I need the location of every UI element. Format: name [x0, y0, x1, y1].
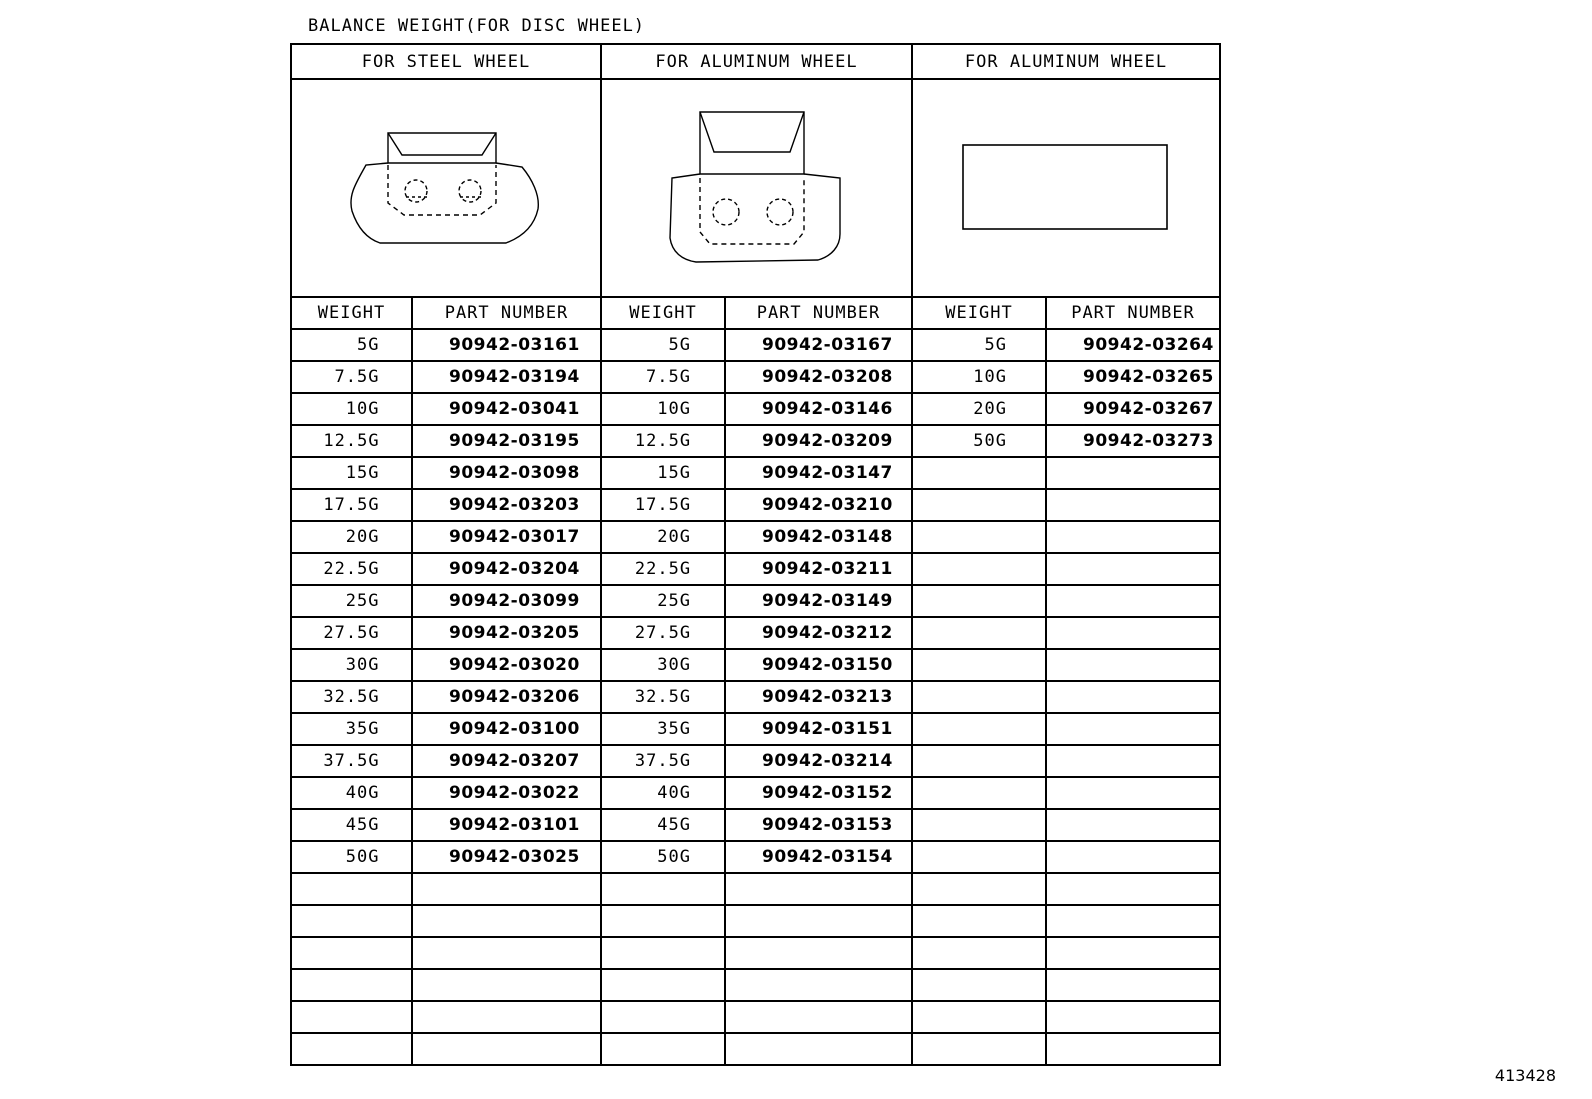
aluminum-part-number-cell: 90942-03208: [725, 361, 912, 393]
table-row: [291, 745, 1220, 777]
weight-value: 20G: [345, 527, 380, 547]
adhesive-part-number-cell: [1046, 617, 1220, 649]
steel-part-number-cell: [412, 1033, 601, 1065]
steel-part-number-cell: 90942-03203: [412, 489, 601, 521]
adhesive-weight-col-header: WEIGHT: [912, 297, 1046, 329]
weight-value: 40G: [345, 783, 380, 803]
table-row: [291, 713, 1220, 745]
page-title: BALANCE WEIGHT(FOR DISC WHEEL): [308, 16, 646, 36]
steel-part-number-cell: 90942-03020: [412, 649, 601, 681]
weight-value: 30G: [345, 655, 380, 675]
aluminum-part-number-cell: 90942-03153: [725, 809, 912, 841]
weight-value: 35G: [657, 719, 691, 739]
adhesive-part-number-cell: [1046, 585, 1220, 617]
aluminum-weight-cell: [601, 841, 725, 873]
table-row: [291, 777, 1220, 809]
adhesive-weight-cell: [912, 841, 1046, 873]
steel-part-number-cell: 90942-03017: [412, 521, 601, 553]
aluminum-weight-cell: [601, 553, 725, 585]
table-row: [291, 585, 1220, 617]
steel-weight-cell: [291, 553, 412, 585]
aluminum-wheel-adhesive-header: FOR ALUMINUM WHEEL: [912, 44, 1220, 79]
aluminum-weight-cell: [601, 393, 725, 425]
steel-part-number-cell: 90942-03195: [412, 425, 601, 457]
steel-part-number-cell: 90942-03100: [412, 713, 601, 745]
aluminum-part-number-cell: 90942-03148: [725, 521, 912, 553]
table-row: [291, 905, 1220, 937]
adhesive-part-number-cell: [1046, 457, 1220, 489]
aluminum-weight-cell: [601, 809, 725, 841]
adhesive-part-number-cell: 90942-03264: [1046, 329, 1220, 361]
weight-value: 32.5G: [634, 687, 692, 707]
steel-part-number-cell: 90942-03207: [412, 745, 601, 777]
steel-weight-cell: [291, 585, 412, 617]
aluminum-weight-illustration: [601, 79, 912, 297]
adhesive-part-number-cell: [1046, 1001, 1220, 1033]
weight-value: 22.5G: [323, 559, 380, 579]
table-row: [291, 681, 1220, 713]
drawing-number: 413428: [1494, 1066, 1556, 1085]
weight-value: 32.5G: [323, 687, 380, 707]
aluminum-part-number-cell: [725, 873, 912, 905]
aluminum-part-number-cell: [725, 905, 912, 937]
adhesive-part-number-cell: [1046, 841, 1220, 873]
adhesive-part-number-cell: [1046, 489, 1220, 521]
adhesive-part-number-cell: [1046, 777, 1220, 809]
aluminum-part-number-cell: 90942-03154: [725, 841, 912, 873]
aluminum-weight-cell: [601, 937, 725, 969]
adhesive-part-number-cell: [1046, 745, 1220, 777]
clip-on-weight-steel-icon: [346, 123, 546, 253]
steel-weight-cell: [291, 713, 412, 745]
weight-value: 37.5G: [634, 751, 692, 771]
adhesive-weight-cell: [912, 1033, 1046, 1065]
aluminum-weight-cell: [601, 1033, 725, 1065]
steel-part-number-cell: 90942-03025: [412, 841, 601, 873]
adhesive-weight-cell: [912, 489, 1046, 521]
weight-value: 27.5G: [323, 623, 380, 643]
adhesive-part-number-cell: [1046, 521, 1220, 553]
adhesive-part-number-cell: [1046, 713, 1220, 745]
aluminum-weight-cell: [601, 457, 725, 489]
weight-value: 17.5G: [634, 495, 692, 515]
adhesive-part-number-cell: 90942-03267: [1046, 393, 1220, 425]
weight-value: 20G: [657, 527, 691, 547]
steel-weight-cell: [291, 361, 412, 393]
weight-value: 5G: [984, 335, 1007, 355]
steel-weight-cell: [291, 873, 412, 905]
adhesive-weight-cell: [912, 745, 1046, 777]
aluminum-weight-cell: [601, 905, 725, 937]
aluminum-part-number-col-header: PART NUMBER: [725, 297, 912, 329]
weight-value: 30G: [657, 655, 691, 675]
aluminum-weight-cell: [601, 649, 725, 681]
table-row: [291, 1001, 1220, 1033]
adhesive-part-number-cell: [1046, 937, 1220, 969]
adhesive-weight-illustration: [912, 79, 1220, 297]
adhesive-part-number-cell: [1046, 681, 1220, 713]
weight-value: 15G: [345, 463, 380, 483]
adhesive-weight-cell: [912, 777, 1046, 809]
table-row: [291, 521, 1220, 553]
steel-part-number-cell: 90942-03099: [412, 585, 601, 617]
aluminum-part-number-cell: 90942-03212: [725, 617, 912, 649]
aluminum-weight-cell: [601, 329, 725, 361]
steel-weight-col-header: WEIGHT: [291, 297, 412, 329]
table-row: [291, 457, 1220, 489]
aluminum-weight-cell: [601, 617, 725, 649]
aluminum-weight-cell: [601, 745, 725, 777]
table-row: [291, 425, 1220, 457]
adhesive-part-number-cell: [1046, 809, 1220, 841]
steel-part-number-col-header: PART NUMBER: [412, 297, 601, 329]
steel-part-number-cell: 90942-03161: [412, 329, 601, 361]
weight-value: 45G: [657, 815, 691, 835]
weight-value: 5G: [668, 335, 691, 355]
adhesive-part-number-cell: 90942-03265: [1046, 361, 1220, 393]
steel-weight-cell: [291, 777, 412, 809]
table-row: [291, 873, 1220, 905]
weight-value: 10G: [657, 399, 691, 419]
adhesive-part-number-col-header: PART NUMBER: [1046, 297, 1220, 329]
steel-weight-cell: [291, 617, 412, 649]
aluminum-part-number-cell: 90942-03210: [725, 489, 912, 521]
weight-value: 50G: [345, 847, 380, 867]
steel-weight-cell: [291, 841, 412, 873]
adhesive-part-number-cell: [1046, 873, 1220, 905]
adhesive-part-number-cell: [1046, 1033, 1220, 1065]
weight-value: 40G: [657, 783, 691, 803]
adhesive-weight-cell: [912, 1001, 1046, 1033]
weight-value: 7.5G: [646, 367, 691, 387]
aluminum-wheel-header: FOR ALUMINUM WHEEL: [601, 44, 912, 79]
steel-part-number-cell: 90942-03205: [412, 617, 601, 649]
adhesive-weight-cell: [912, 649, 1046, 681]
weight-value: 22.5G: [634, 559, 692, 579]
steel-weight-cell: [291, 1033, 412, 1065]
weight-value: 27.5G: [634, 623, 692, 643]
table-row: [291, 809, 1220, 841]
adhesive-weight-cell: [912, 937, 1046, 969]
steel-weight-cell: [291, 1001, 412, 1033]
steel-weight-cell: [291, 649, 412, 681]
adhesive-part-number-cell: [1046, 969, 1220, 1001]
adhesive-weight-cell: [912, 457, 1046, 489]
table-row: [291, 649, 1220, 681]
steel-weight-cell: [291, 809, 412, 841]
steel-weight-cell: [291, 969, 412, 1001]
adhesive-weight-icon: [961, 143, 1171, 233]
aluminum-weight-cell: [601, 361, 725, 393]
aluminum-part-number-cell: 90942-03214: [725, 745, 912, 777]
adhesive-weight-cell: [912, 617, 1046, 649]
weight-value: 20G: [973, 399, 1007, 419]
weight-value: 45G: [345, 815, 380, 835]
adhesive-part-number-cell: [1046, 649, 1220, 681]
aluminum-part-number-cell: 90942-03211: [725, 553, 912, 585]
table-row: [291, 617, 1220, 649]
steel-weight-cell: [291, 329, 412, 361]
steel-part-number-cell: [412, 937, 601, 969]
weight-value: 17.5G: [323, 495, 380, 515]
weight-value: 5G: [357, 335, 380, 355]
steel-weight-cell: [291, 521, 412, 553]
adhesive-weight-cell: [912, 553, 1046, 585]
aluminum-part-number-cell: [725, 969, 912, 1001]
steel-weight-cell: [291, 905, 412, 937]
aluminum-weight-cell: [601, 969, 725, 1001]
weight-value: 10G: [345, 399, 380, 419]
steel-weight-cell: [291, 393, 412, 425]
aluminum-weight-cell: [601, 425, 725, 457]
steel-weight-illustration: [291, 79, 601, 297]
adhesive-weight-cell: [912, 873, 1046, 905]
steel-part-number-cell: 90942-03101: [412, 809, 601, 841]
weight-value: 10G: [973, 367, 1007, 387]
steel-part-number-cell: [412, 873, 601, 905]
weight-value: 25G: [345, 591, 380, 611]
steel-wheel-header: FOR STEEL WHEEL: [291, 44, 601, 79]
aluminum-part-number-cell: [725, 1033, 912, 1065]
table-row: [291, 841, 1220, 873]
adhesive-part-number-cell: 90942-03273: [1046, 425, 1220, 457]
adhesive-weight-cell: [912, 329, 1046, 361]
aluminum-part-number-cell: 90942-03149: [725, 585, 912, 617]
steel-part-number-cell: [412, 905, 601, 937]
steel-part-number-cell: 90942-03194: [412, 361, 601, 393]
aluminum-weight-cell: [601, 521, 725, 553]
adhesive-weight-cell: [912, 681, 1046, 713]
table-row: [291, 489, 1220, 521]
steel-part-number-cell: [412, 1001, 601, 1033]
clip-on-weight-aluminum-icon: [662, 108, 852, 268]
adhesive-weight-cell: [912, 393, 1046, 425]
aluminum-part-number-cell: 90942-03213: [725, 681, 912, 713]
aluminum-weight-cell: [601, 681, 725, 713]
weight-value: 37.5G: [323, 751, 380, 771]
table-row: [291, 969, 1220, 1001]
steel-part-number-cell: 90942-03041: [412, 393, 601, 425]
table-row: [291, 553, 1220, 585]
adhesive-weight-cell: [912, 425, 1046, 457]
adhesive-weight-cell: [912, 521, 1046, 553]
steel-weight-cell: [291, 489, 412, 521]
aluminum-part-number-cell: 90942-03151: [725, 713, 912, 745]
weight-value: 35G: [345, 719, 380, 739]
steel-part-number-cell: 90942-03022: [412, 777, 601, 809]
balance-weight-table: [290, 43, 1221, 1066]
weight-value: 25G: [657, 591, 691, 611]
weight-value: 15G: [657, 463, 691, 483]
aluminum-part-number-cell: [725, 937, 912, 969]
adhesive-part-number-cell: [1046, 553, 1220, 585]
aluminum-weight-cell: [601, 873, 725, 905]
aluminum-weight-col-header: WEIGHT: [601, 297, 725, 329]
weight-value: 50G: [973, 431, 1007, 451]
adhesive-weight-cell: [912, 713, 1046, 745]
aluminum-part-number-cell: [725, 1001, 912, 1033]
weight-value: 12.5G: [634, 431, 692, 451]
steel-weight-cell: [291, 681, 412, 713]
steel-part-number-cell: [412, 969, 601, 1001]
adhesive-weight-cell: [912, 585, 1046, 617]
aluminum-part-number-cell: 90942-03209: [725, 425, 912, 457]
aluminum-weight-cell: [601, 585, 725, 617]
aluminum-weight-cell: [601, 489, 725, 521]
aluminum-weight-cell: [601, 713, 725, 745]
steel-part-number-cell: 90942-03206: [412, 681, 601, 713]
adhesive-weight-cell: [912, 809, 1046, 841]
steel-part-number-cell: 90942-03098: [412, 457, 601, 489]
steel-weight-cell: [291, 425, 412, 457]
steel-weight-cell: [291, 937, 412, 969]
aluminum-part-number-cell: 90942-03150: [725, 649, 912, 681]
weight-value: 12.5G: [323, 431, 380, 451]
aluminum-weight-cell: [601, 1001, 725, 1033]
aluminum-part-number-cell: 90942-03167: [725, 329, 912, 361]
aluminum-part-number-cell: 90942-03146: [725, 393, 912, 425]
adhesive-part-number-cell: [1046, 905, 1220, 937]
adhesive-weight-cell: [912, 969, 1046, 1001]
table-row: [291, 361, 1220, 393]
table-row: [291, 329, 1220, 361]
aluminum-weight-cell: [601, 777, 725, 809]
aluminum-part-number-cell: 90942-03152: [725, 777, 912, 809]
steel-weight-cell: [291, 745, 412, 777]
aluminum-part-number-cell: 90942-03147: [725, 457, 912, 489]
weight-value: 7.5G: [334, 367, 380, 387]
steel-part-number-cell: 90942-03204: [412, 553, 601, 585]
table-row: [291, 1033, 1220, 1065]
weight-value: 50G: [657, 847, 691, 867]
table-row: [291, 393, 1220, 425]
adhesive-weight-cell: [912, 905, 1046, 937]
steel-weight-cell: [291, 457, 412, 489]
adhesive-weight-cell: [912, 361, 1046, 393]
table-row: [291, 937, 1220, 969]
